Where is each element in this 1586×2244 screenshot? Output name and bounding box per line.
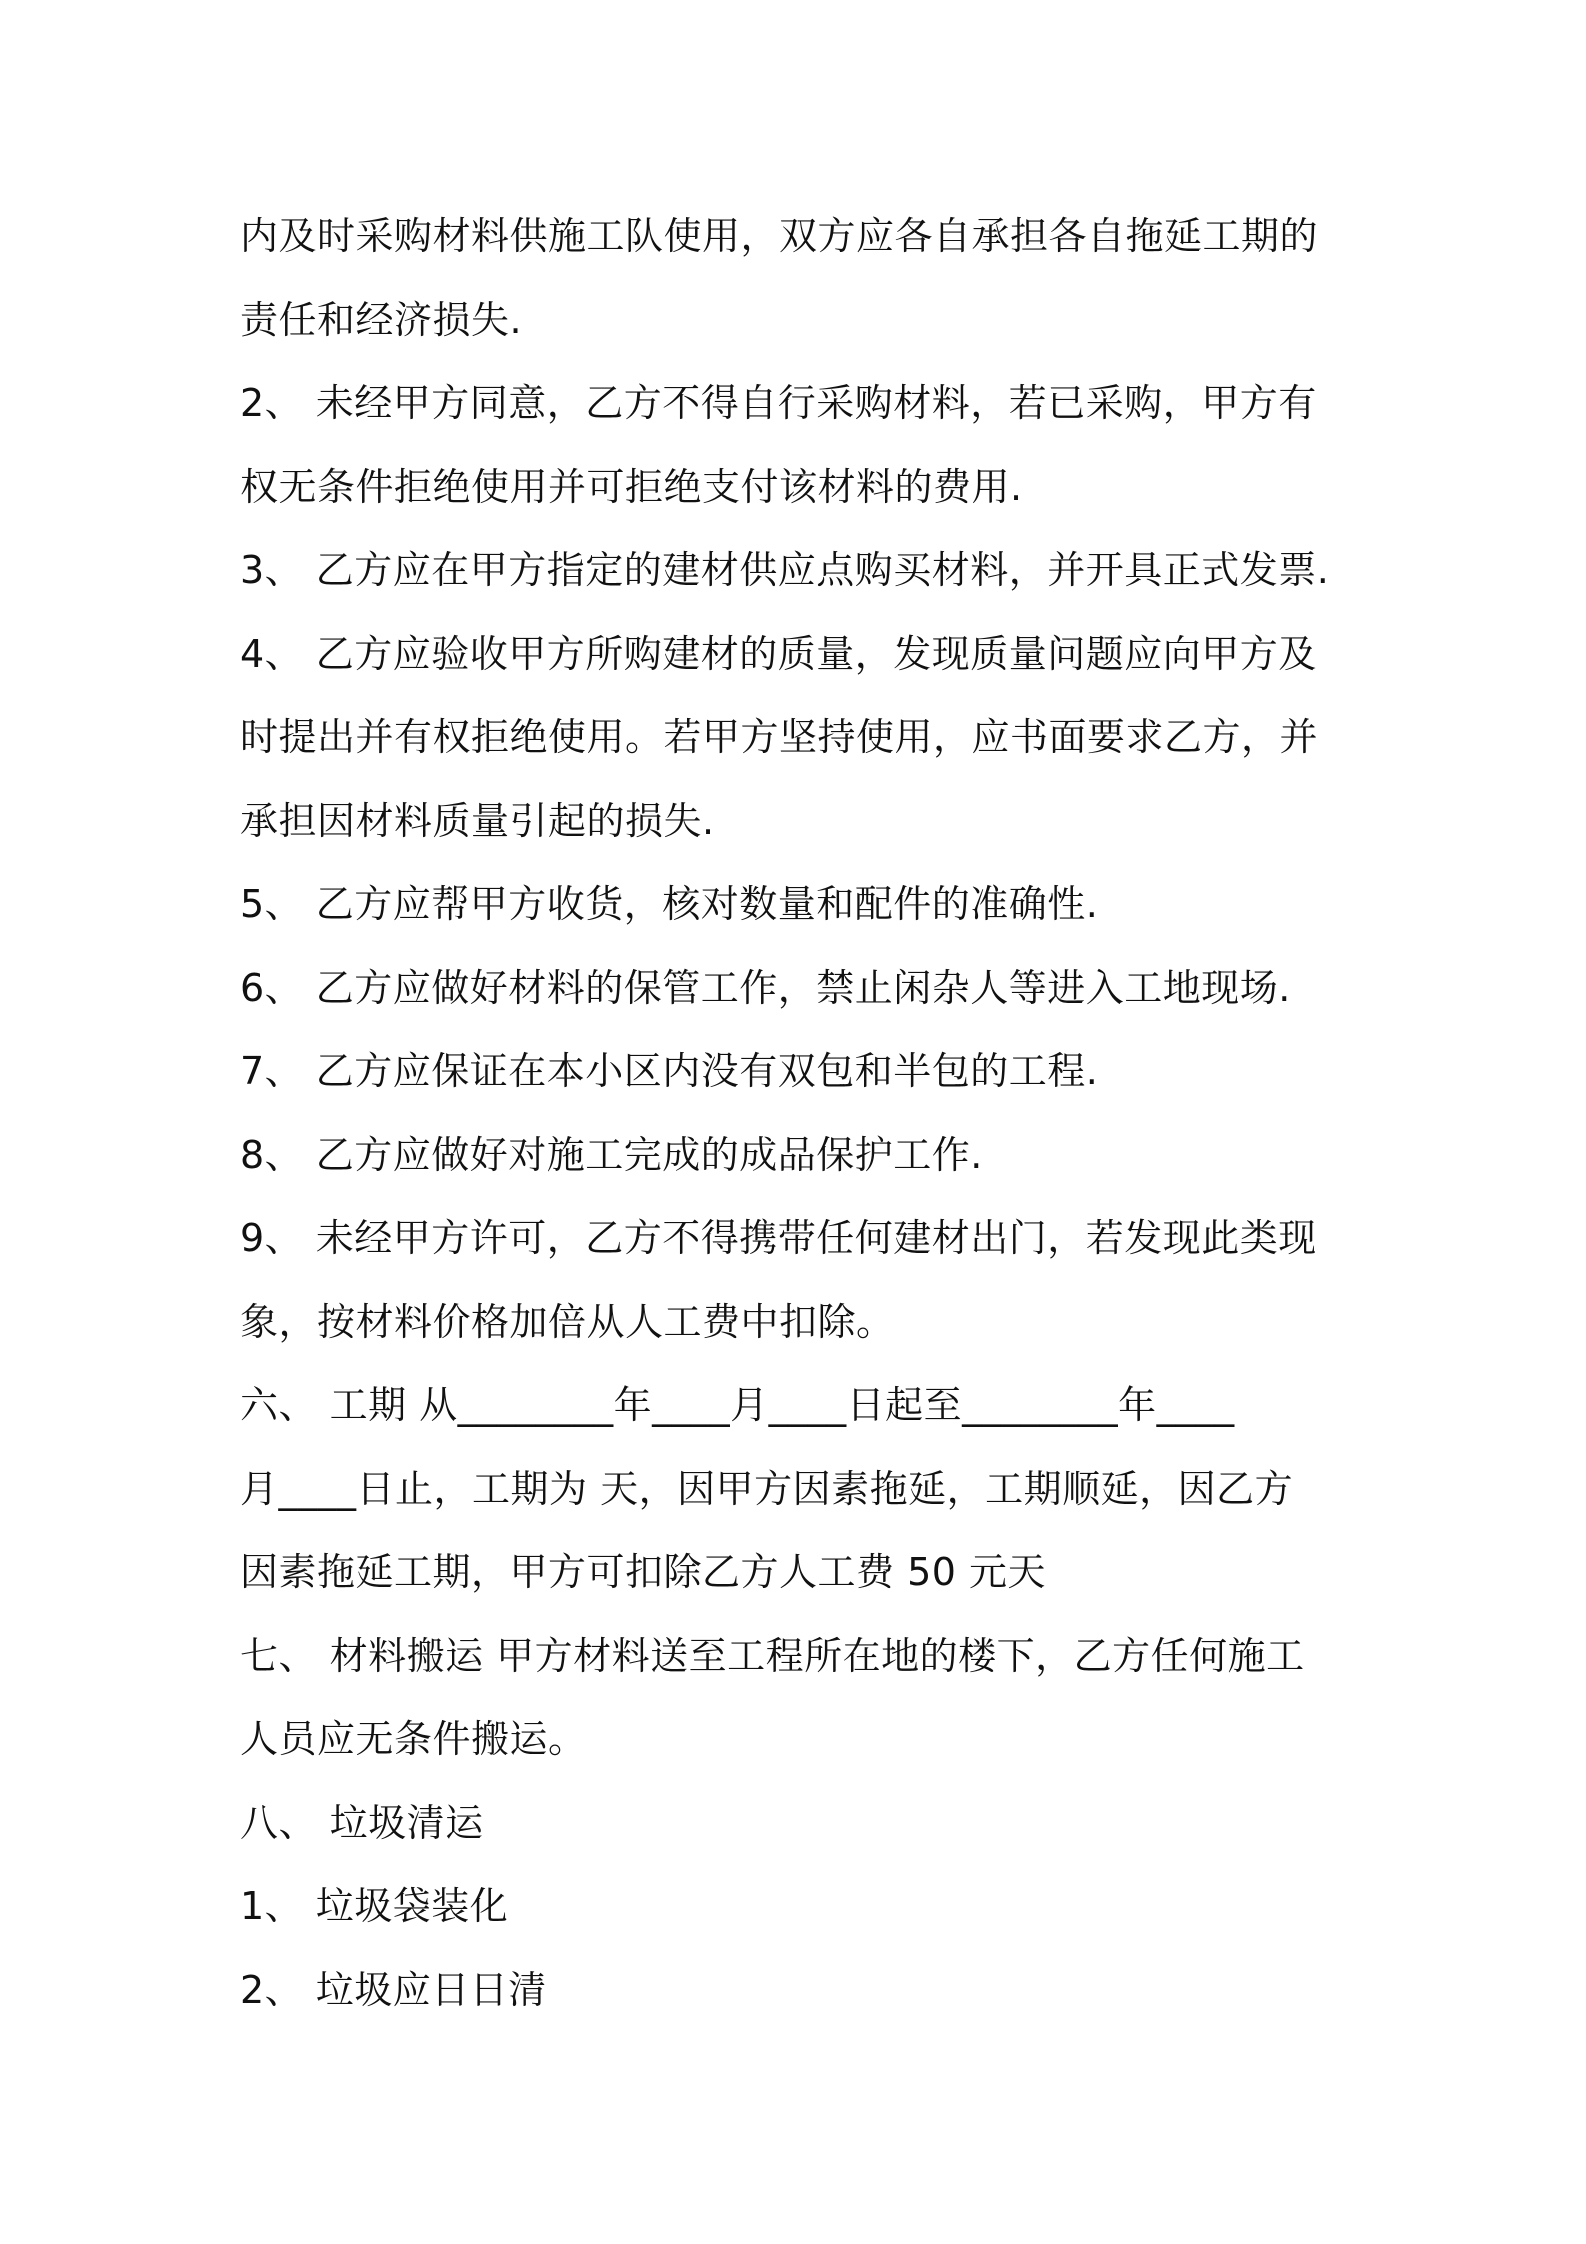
text-line: 八、 垃圾清运 — [240, 1800, 484, 1845]
text-line: 人员应无条件搬运。 — [240, 1717, 587, 1761]
text-line: 7、 乙方应保证在本小区内没有双包和半包的工程. — [240, 1049, 1099, 1093]
text-line: 6、 乙方应做好材料的保管工作，禁止闲杂人等进入工地现场. — [240, 965, 1291, 1010]
text-line: 六、 工期 从________年____月____日起至________年____ — [240, 1383, 1235, 1427]
text-line: 内及时采购材料供施工队使用，双方应各自承担各自拖延工期的 — [240, 214, 1319, 258]
text-line: 七、 材料搬运 甲方材料送至工程所在地的楼下，乙方任何施工 — [240, 1633, 1305, 1678]
text-line: 权无条件拒绝使用并可拒绝支付该材料的费用. — [240, 464, 1023, 509]
text-line: 4、 乙方应验收甲方所购建材的质量，发现质量问题应向甲方及 — [240, 631, 1317, 676]
document-body — [240, 195, 1360, 2032]
text-line: 2、 垃圾应日日清 — [240, 1967, 547, 2012]
text-line: 2、 未经甲方同意，乙方不得自行采购材料，若已采购，甲方有 — [240, 381, 1317, 425]
text-line: 因素拖延工期，甲方可扣除乙方人工费 50 元天 — [240, 1550, 1047, 1594]
text-line: 8、 乙方应做好对施工完成的成品保护工作. — [240, 1132, 983, 1177]
text-line: 9、 未经甲方许可，乙方不得携带任何建材出门，若发现此类现 — [240, 1216, 1317, 1260]
text-line: 象，按材料价格加倍从人工费中扣除。 — [240, 1299, 895, 1344]
text-line: 3、 乙方应在甲方指定的建材供应点购买材料，并开具正式发票. — [240, 548, 1330, 592]
text-line: 时提出并有权拒绝使用。若甲方坚持使用，应书面要求乙方，并 — [240, 715, 1319, 759]
text-line: 月____日止，工期为 天，因甲方因素拖延，工期顺延，因乙方 — [240, 1466, 1294, 1511]
text-line: 1、 垃圾袋装化 — [240, 1884, 509, 1928]
text-line: 责任和经济损失. — [240, 297, 523, 342]
text-line: 承担因材料质量引起的损失. — [240, 798, 715, 843]
text-line: 5、 乙方应帮甲方收货，核对数量和配件的准确性. — [240, 882, 1099, 926]
